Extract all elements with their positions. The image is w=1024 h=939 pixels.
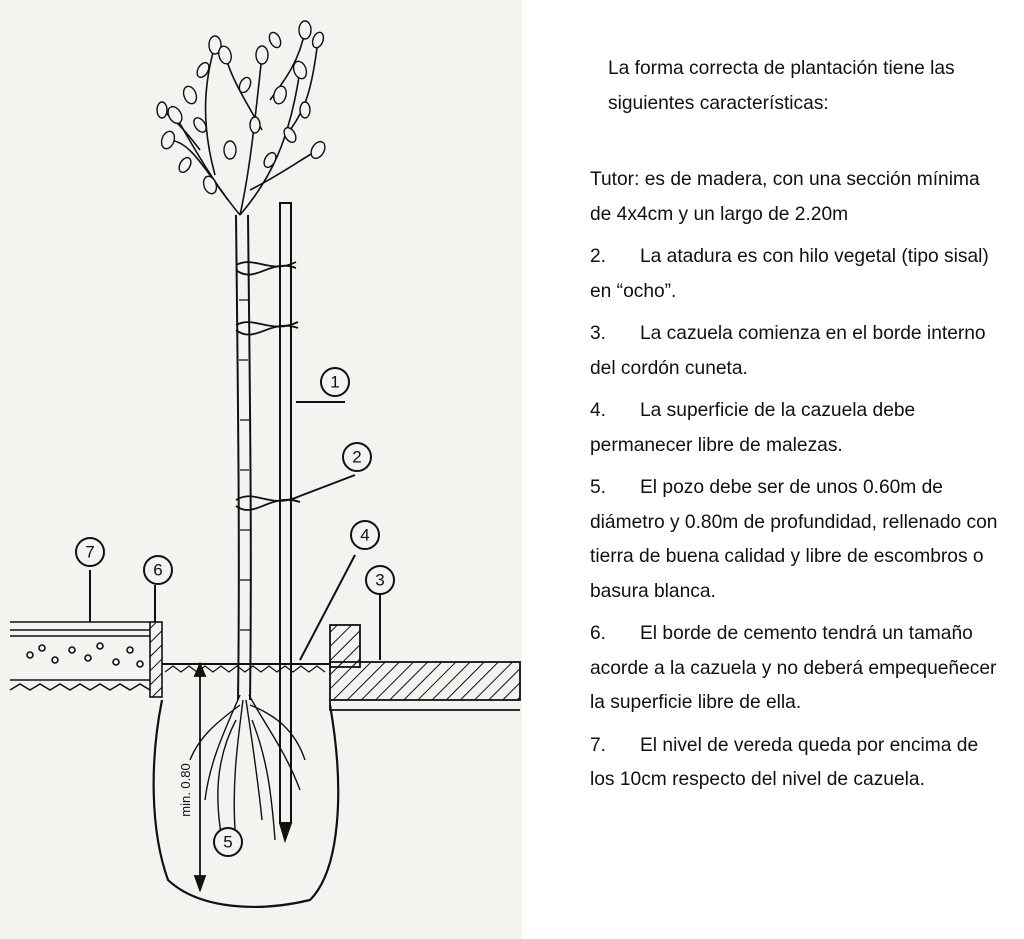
tree-leaves xyxy=(157,21,328,196)
item-number: 3. xyxy=(590,323,607,344)
callout-label-1: 1 xyxy=(330,372,340,392)
item-number: 5. xyxy=(590,477,607,498)
intro-text: La forma correcta de plantación tiene las siguientes características: xyxy=(608,58,955,114)
item-text: La atadura es con hilo vegetal (tipo sisal) en “ocho”. xyxy=(590,246,989,302)
item-2 xyxy=(590,240,1000,309)
depth-dimension xyxy=(195,664,205,890)
ground-line xyxy=(162,664,330,672)
depth-label: min. 0.80 xyxy=(178,763,193,817)
characteristics-panel xyxy=(590,52,1000,806)
item-number: 4. xyxy=(590,400,607,421)
callout-label-5: 5 xyxy=(223,832,233,852)
item-text: La cazuela comienza en el borde interno del cordón cuneta. xyxy=(590,323,986,379)
callout-label-3: 3 xyxy=(375,570,385,590)
callout-label-7: 7 xyxy=(85,542,95,562)
item-3 xyxy=(590,317,1000,386)
item-6 xyxy=(590,617,1000,721)
item-text: El borde de cemento tendrá un tamaño acorde a la cazuela y no deberá empequeñecer la superficie libre de ella. xyxy=(590,623,997,713)
callout-label-6: 6 xyxy=(153,560,163,580)
callout-label-4: 4 xyxy=(360,525,370,545)
item-text: La superficie de la cazuela debe permanecer libre de malezas. xyxy=(590,400,916,456)
item-4 xyxy=(590,394,1000,463)
item-number: 2. xyxy=(590,246,607,267)
item-tutor xyxy=(590,163,1000,232)
callout-label-2: 2 xyxy=(352,447,362,467)
sidewalk-left xyxy=(10,622,162,697)
item-number: 6. xyxy=(590,623,607,644)
item-number: 7. xyxy=(590,734,607,756)
curb-right xyxy=(330,625,520,710)
item-text: El nivel de vereda queda por encima de los 10cm respecto del nivel de cazuela. xyxy=(590,734,979,790)
tree-crown xyxy=(162,30,318,215)
item-text: Tutor: es de madera, con una sección mínima de 4x4cm y un largo de 2.20m xyxy=(590,169,980,225)
item-text: El pozo debe ser de unos 0.60m de diámetro y 0.80m de profundidad, rellenado con tierra de buena calidad y libre de escombros o basura blanca. xyxy=(590,477,998,602)
tree-trunk xyxy=(236,215,251,700)
item-7 xyxy=(590,729,1000,798)
tutor-stake xyxy=(280,203,291,840)
item-5 xyxy=(590,471,1000,609)
